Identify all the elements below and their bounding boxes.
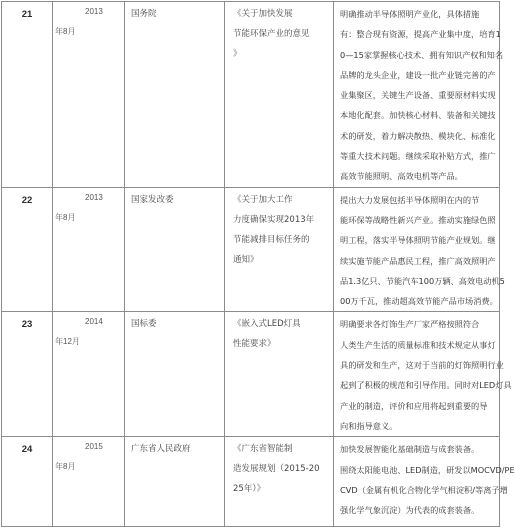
document-title-line: 《关于加大工作 bbox=[233, 194, 293, 205]
content-line: 明工程，落实半导体照明节能产业规划。继 bbox=[340, 235, 496, 246]
policy-document-title bbox=[225, 312, 334, 437]
policy-document-title bbox=[225, 2, 334, 188]
content-line: 有：整合现有资源，提高产业集中度，培育1 bbox=[340, 29, 501, 40]
policy-document-title bbox=[225, 187, 334, 312]
issuing-organization: 国家发改委 bbox=[125, 187, 225, 312]
row-number: 23 bbox=[2, 312, 53, 437]
policy-content bbox=[334, 2, 504, 188]
content-line: 加快发展智能化基础制造与成套装备。 bbox=[340, 444, 480, 455]
content-line: 00万千瓦，推动超高效节能产品市场消费。 bbox=[340, 296, 498, 307]
policy-content bbox=[334, 187, 505, 312]
document-title-line: 节能环保产业的意见 bbox=[233, 29, 310, 39]
table-row bbox=[2, 187, 500, 312]
document-title-line: 《关于加快发展 bbox=[233, 9, 293, 19]
document-title-line: 《嵌入式LED灯具 bbox=[233, 319, 301, 330]
content-line: 续实施节能产品惠民工程，推广高效照明产 bbox=[340, 255, 496, 266]
content-line: 等重大技术问题。继续采取补贴方式，推广 bbox=[340, 151, 496, 162]
table-row bbox=[2, 312, 500, 437]
content-line: 0—15家掌握核心技术、拥有知识产权和知名 bbox=[340, 49, 504, 60]
content-line: 强化学气象沉淀）为代表的成套装备。 bbox=[340, 505, 480, 516]
document-title-line: 造发展规划（2015-20 bbox=[233, 464, 320, 475]
date-year: 2013 bbox=[85, 192, 103, 202]
document-title-line: 节能减排目标任务的 bbox=[233, 234, 310, 245]
policy-table bbox=[1, 1, 515, 527]
content-line: 具的研发和生产，这对于当前的灯饰照明行业 bbox=[340, 360, 504, 371]
content-line: 品1.3亿只、节能汽车100万辆、高效电动机5 bbox=[340, 275, 505, 286]
policy-content bbox=[334, 312, 512, 437]
date-year: 2014 bbox=[85, 317, 103, 327]
content-line: 人类生产生活的质量标准和技术规定从事灯 bbox=[340, 339, 496, 350]
content-line: 品牌的龙头企业，建设一批产业链完善的产 bbox=[340, 69, 496, 80]
content-line: 提出大力发展包括半导体照明在内的节 bbox=[340, 194, 480, 205]
document-title-line: 《广东省智能制 bbox=[233, 444, 293, 455]
policy-table-body bbox=[2, 2, 515, 527]
issuing-organization: 广东省人民政府 bbox=[125, 437, 225, 527]
content-line: 起到了积极的规范和引导作用。同时对LED灯具 bbox=[340, 380, 512, 391]
table-row bbox=[2, 2, 500, 188]
issuing-organization: 国标委 bbox=[125, 312, 225, 437]
row-number: 24 bbox=[2, 437, 53, 527]
table-row bbox=[2, 437, 500, 527]
document-title-line: 性能要求》 bbox=[233, 339, 276, 350]
document-title-line: 力度确保实现2013年 bbox=[233, 214, 315, 225]
date-month: 年8月 bbox=[55, 27, 76, 36]
row-number: 22 bbox=[2, 187, 53, 312]
content-line: 高效节能照明、高效电机等产品。 bbox=[340, 171, 463, 182]
date-cell bbox=[53, 437, 125, 527]
content-line: 明确要求各灯饰生产厂家严格按照符合 bbox=[340, 319, 480, 330]
document-title-line: 25年）》 bbox=[233, 484, 266, 495]
document-title-line: 》 bbox=[233, 49, 242, 59]
content-line: 向和指导意义。 bbox=[340, 420, 398, 431]
date-year: 2015 bbox=[85, 442, 103, 452]
issuing-organization: 国务院 bbox=[125, 2, 225, 188]
content-line: 术的研发，着力解决散热、模块化、标准化 bbox=[340, 130, 496, 141]
row-number: 21 bbox=[2, 2, 53, 188]
content-line: 明确推动半导体照明产业化，具体措施 bbox=[340, 9, 480, 19]
date-cell bbox=[53, 2, 125, 188]
document-title-line: 通知》 bbox=[233, 254, 259, 265]
date-year: 2013 bbox=[85, 7, 103, 16]
policy-content bbox=[334, 437, 515, 527]
date-cell bbox=[53, 187, 125, 312]
date-cell bbox=[53, 312, 125, 437]
content-line: 围绕太阳能电池、LED制造，研发以MOCVD/PE bbox=[340, 464, 515, 475]
content-line: 能环保等战略性新兴产业。推动实施绿色照 bbox=[340, 214, 496, 225]
content-line: 产业的制造，评价和应用将起到重要的导 bbox=[340, 400, 488, 411]
content-line: 业集聚区，关键生产设备、重要原材料实现 bbox=[340, 90, 496, 101]
content-line: CVD（金属有机化合物化学气相淀积/等离子增 bbox=[340, 484, 508, 495]
policy-document-title bbox=[225, 437, 334, 527]
date-month: 年8月 bbox=[55, 462, 76, 472]
content-line: 本地化配套。加快核心材料、装备和关键技 bbox=[340, 110, 496, 121]
date-month: 年12月 bbox=[55, 337, 80, 347]
date-month: 年8月 bbox=[55, 212, 76, 222]
